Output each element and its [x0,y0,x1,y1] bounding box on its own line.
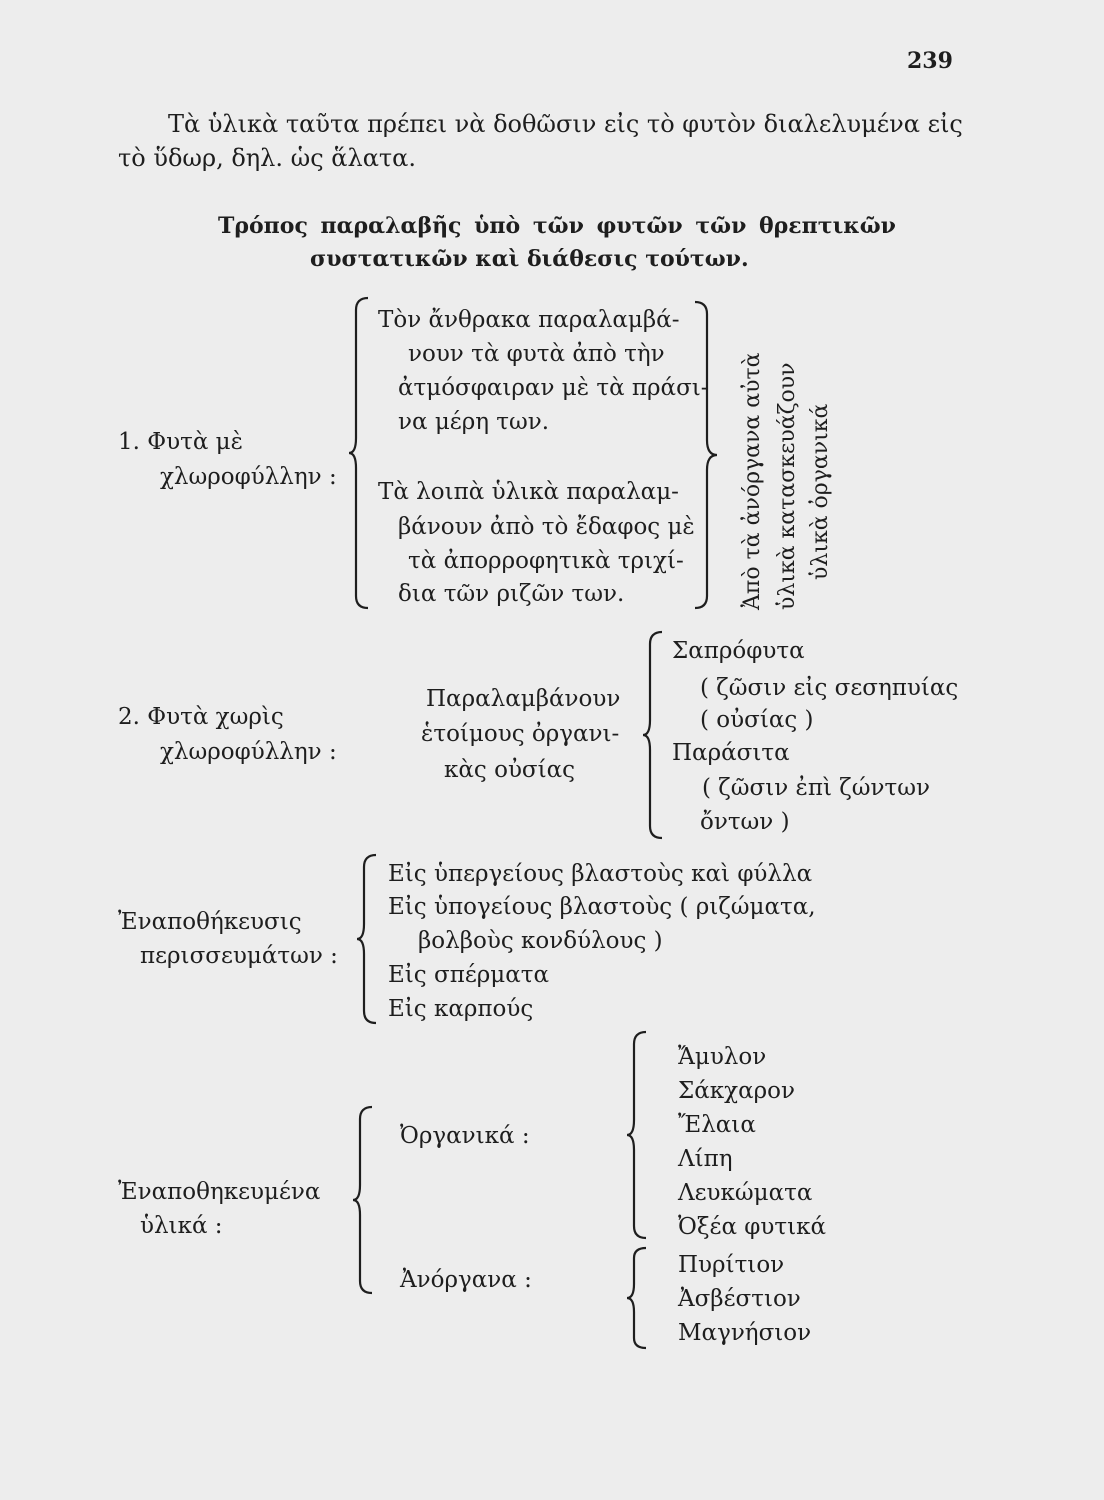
organic-item-leukomata: Λευκώματα [678,1180,813,1206]
organic-item-elaia: Ἔλαια [678,1112,756,1138]
section1-a-line-4: να μέρη των. [398,409,550,435]
section2-mid-line-3: κὰς οὐσίας [444,757,576,783]
section4-inorganic-label: Ἀνόργανα : [400,1267,532,1293]
section1-a-line-1: Τὸν ἄνθρακα παραλαμβά- [378,307,680,333]
section3-line-1: Εἰς ὑπεργείους βλαστοὺς καὶ φύλλα [388,861,813,887]
section4-label-line-1: Ἐναποθηκευμένα [118,1179,321,1205]
section4-organic-brace [628,1030,652,1240]
organic-item-lipi: Λίπη [678,1146,733,1172]
section1-label-line-2: χλωροφύλλην : [160,464,337,490]
section1-b-line-1: Τὰ λοιπὰ ὑλικὰ παραλαμ- [378,479,679,505]
organic-item-oxea: Ὀξέα φυτικά [678,1214,827,1240]
heading-line-1: Τρόπος παραλαβῆς ὑπὸ τῶν φυτῶν τῶν θρεπτικῶν [218,213,896,239]
intro-line-1: Τὰ ὑλικὰ ταῦτα πρέπει νὰ δοθῶσιν εἰς τὸ φυτὸν διαλελυμένα εἰς [168,110,963,138]
organic-item-amylon: Ἄμυλον [678,1044,767,1070]
section1-vertical-3: ὑλικὰ ὀργανικά [808,403,833,580]
section3-line-2: Εἰς ὑπογείους βλαστοὺς ( ριζώματα, [388,894,816,920]
section4-inorganic-brace [628,1246,652,1350]
section3-label-line-2: περισσευμάτων : [140,943,338,969]
section2-parasita: Παράσιτα [672,740,790,766]
inorganic-item-asvestion: Ἀσβέστιον [678,1286,801,1312]
section3-brace [358,853,382,1025]
heading-line-2: συστατικῶν καὶ διάθεσις τούτων. [310,246,749,272]
section2-mid-line-2: ἑτοίμους ὀργανι- [421,721,620,747]
section1-b-line-4: δια τῶν ριζῶν των. [398,581,625,607]
section2-parasita-note-2: ὄντων ) [700,809,790,835]
section1-b-line-3: τὰ ἀπορροφητικὰ τριχί- [408,548,684,574]
section4-label-line-2: ὑλικά : [140,1213,223,1239]
section1-a-line-2: νουν τὰ φυτὰ ἀπὸ τὴν [408,341,665,367]
section1-b-line-2: βάνουν ἀπὸ τὸ ἔδαφος μὲ [398,514,695,540]
section3-line-4: Εἰς σπέρματα [388,962,549,988]
section1-a-line-3: ἀτμόσφαιραν μὲ τὰ πράσι- [398,375,709,401]
intro-line-2: τὸ ὕδωρ, δηλ. ὡς ἅλατα. [118,144,417,172]
section1-brace [350,296,374,610]
section3-line-3: βολβοὺς κονδύλους ) [418,928,663,954]
organic-item-sakcharon: Σάκχαρον [678,1078,795,1104]
section2-saprophyta: Σαπρόφυτα [672,638,805,664]
section3-line-5: Εἰς καρπούς [388,996,534,1022]
inorganic-item-pyrition: Πυρίτιον [678,1252,785,1278]
section1-vertical-1: Ἀπὸ τὰ ἀνόργανα αὐτὰ [740,352,765,610]
section2-mid-line-1: Παραλαμβάνουν [426,686,621,712]
inorganic-item-magnision: Μαγνήσιον [678,1320,812,1346]
section2-label-line-1: 2. Φυτὰ χωρὶς [118,704,284,730]
section1-label-line-1: 1. Φυτὰ μὲ [118,429,243,455]
section2-label-line-2: χλωροφύλλην : [160,739,337,765]
section3-label-line-1: Ἐναποθήκευσις [118,909,302,935]
section2-saprophyta-note-2: ( οὐσίας ) [700,707,814,733]
section4-brace [354,1105,378,1295]
section2-brace [644,630,668,840]
section2-parasita-note-1: ( ζῶσιν ἐπὶ ζώντων [702,775,930,801]
section1-vertical-2: ὑλικὰ κατασκευάζουν [775,362,800,610]
page-number: 239 [907,48,953,74]
section1-right-brace [693,300,721,610]
section4-organic-label: Ὀργανικά : [400,1123,530,1149]
section2-saprophyta-note-1: ( ζῶσιν εἰς σεσηπυίας [700,675,959,701]
